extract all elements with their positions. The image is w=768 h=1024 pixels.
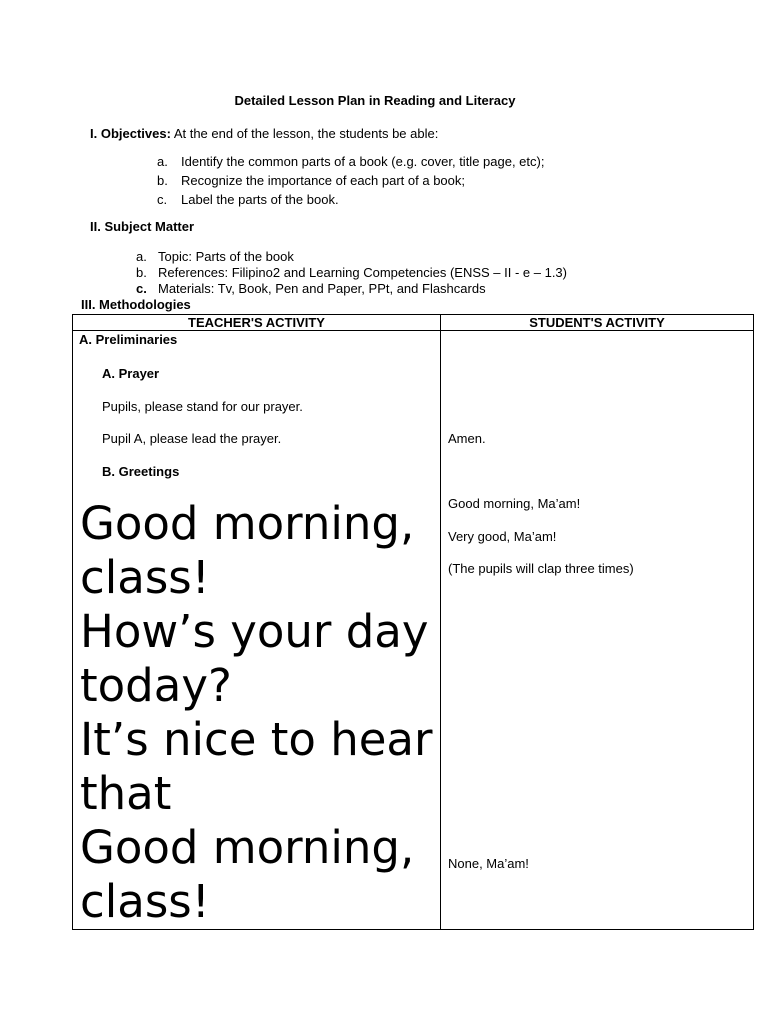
greeting-line: class!	[80, 551, 210, 604]
list-text: Topic: Parts of the book	[158, 249, 294, 264]
list-item	[136, 265, 567, 281]
list-marker: a.	[136, 249, 147, 264]
list-item	[157, 190, 544, 209]
list-text: Identify the common parts of a book (e.g. cover, title page, etc);	[181, 154, 545, 169]
student-response-clap: (The pupils will clap three times)	[448, 561, 634, 576]
greeting-line: class!	[80, 875, 210, 928]
list-item	[136, 281, 567, 297]
page-title: Detailed Lesson Plan in Reading and Literacy	[234, 93, 516, 108]
greeting-line: Good morning,	[80, 821, 415, 874]
list-marker: c.	[136, 281, 147, 296]
greeting-line: that	[80, 767, 172, 820]
student-response-none: None, Ma’am!	[448, 856, 529, 871]
greetings-heading: B. Greetings	[102, 464, 180, 479]
list-item	[157, 152, 544, 171]
list-item	[157, 171, 544, 190]
list-text: Materials: Tv, Book, Pen and Paper, PPt, and Flashcards	[158, 281, 486, 296]
preliminaries-heading: A. Preliminaries	[79, 332, 178, 347]
student-response-very-good: Very good, Ma’am!	[448, 529, 557, 544]
teacher-activity-cell	[73, 331, 441, 930]
student-activity-cell	[441, 331, 754, 930]
greeting-line: How’s your day	[80, 605, 429, 658]
list-item	[136, 249, 567, 265]
objectives-line	[90, 126, 438, 141]
greeting-line: today?	[80, 659, 232, 712]
list-text: Recognize the importance of each part of a book;	[181, 173, 466, 188]
list-text: References: Filipino2 and Learning Competencies (ENSS – II - e – 1.3)	[158, 265, 567, 280]
activity-table	[72, 314, 754, 930]
prayer-heading: A. Prayer	[102, 366, 160, 381]
prayer-instruction: Pupils, please stand for our prayer.	[102, 399, 303, 414]
list-marker: b.	[157, 173, 168, 188]
greeting-line: It’s nice to hear	[80, 713, 433, 766]
student-response-amen: Amen.	[448, 431, 486, 446]
student-response-good-morning: Good morning, Ma’am!	[448, 496, 581, 511]
table-row	[73, 331, 754, 930]
subject-matter-heading: II. Subject Matter	[90, 219, 195, 234]
list-text: Label the parts of the book.	[181, 192, 339, 207]
teacher-activity-header: TEACHER'S ACTIVITY	[73, 315, 441, 331]
methodologies-heading: III. Methodologies	[81, 297, 191, 312]
student-activity-header: STUDENT'S ACTIVITY	[441, 315, 754, 331]
objectives-intro: At the end of the lesson, the students be able:	[170, 126, 439, 141]
list-marker: a.	[157, 154, 168, 169]
list-marker: c.	[157, 192, 168, 207]
list-marker: b.	[136, 265, 147, 280]
greeting-script	[80, 497, 444, 929]
objectives-list	[157, 152, 544, 209]
table-header-row	[73, 315, 754, 331]
subject-matter-list	[136, 249, 567, 297]
prayer-lead: Pupil A, please lead the prayer.	[102, 431, 282, 446]
objectives-label: I. Objectives:	[90, 126, 171, 141]
greeting-line: Good morning,	[80, 497, 415, 550]
